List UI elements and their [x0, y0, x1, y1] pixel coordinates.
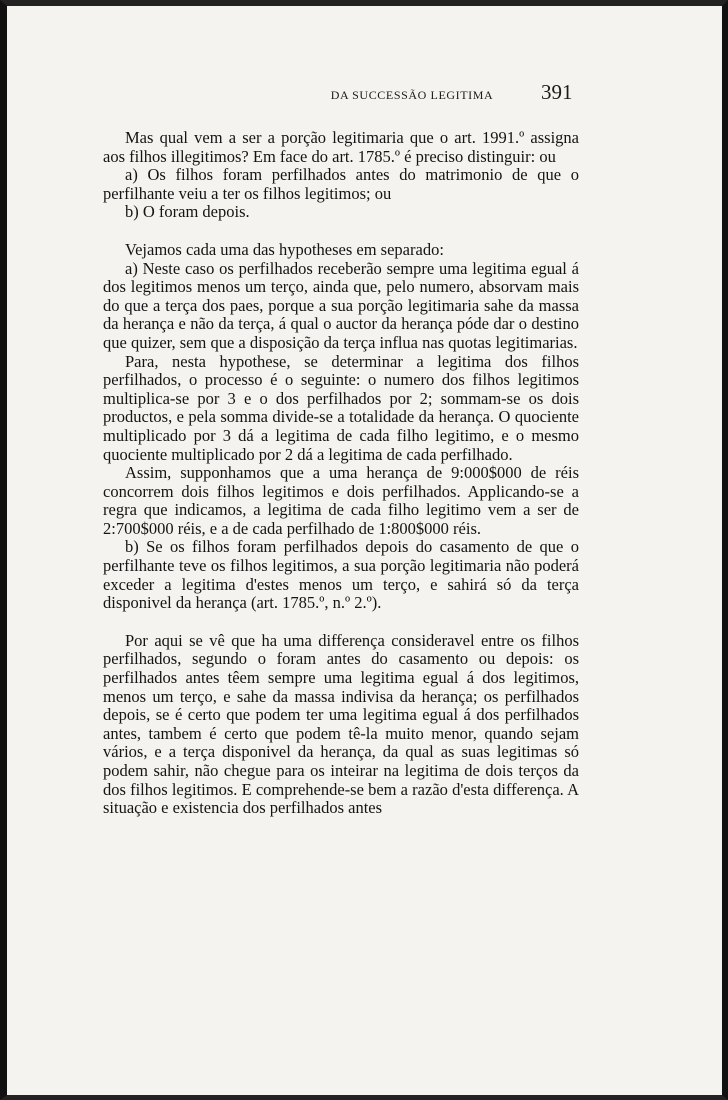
running-title: DA SUCCESSÃO LEGITIMA	[330, 88, 494, 102]
paragraph: Mas qual vem a ser a porção legitimaria que o art. 1991.º assigna aos filhos illegitimos? Em face do art. 1785.º é preciso distinguir: ou	[103, 128, 579, 166]
paragraph: b) O foram depois.	[125, 202, 250, 222]
page-number: 391	[541, 80, 573, 104]
paragraph: a) Os filhos foram perfilhados antes do matrimonio de que o perfilhante veiu a ter os filhos legitimos; ou	[103, 165, 579, 203]
body-text	[103, 129, 579, 818]
paragraph: Assim, supponhamos que a uma herança de 9:000$000 de réis concorrem dois filhos legitimos e dois perfilhados. Applicando-se a regra que indicamos, a legitima de cada filho legitimo vem a ser de 2:700$000 réis, e a de cada perfilhado de 1:800$000 réis.	[103, 463, 579, 538]
paragraph: b) Se os filhos foram perfilhados depois do casamento de que o perfilhante teve os filhos legitimos, a sua porção legitimaria não poderá exceder a legitima d'estes menos um terço, e sahirá só da terça disponivel da herança (art. 1785.º, n.º 2.º).	[103, 537, 579, 613]
paragraph: Vejamos cada uma das hypotheses em separado:	[125, 239, 444, 259]
paragraph: Para, nesta hypothese, se determinar a legitima dos filhos perfilhados, o processo é o seguinte: o numero dos filhos legitimos multiplica-se por 3 e o dos perfilhados por 2; sommam-se os dois productos, e pela somma divide-se a totalidade da herança. O quociente multiplicado por 3 dá a legitima de cada filho legitimo, e o mesmo quociente multiplicado por 2 dá a legitima de cada perfilhado.	[103, 351, 579, 464]
paragraph: a) Neste caso os perfilhados receberão sempre uma legitima egual á dos legitimos menos um terço, ainda que, pelo numero, absorvam mais do que a terça dos paes, porque a sua porção legitimaria sahe da massa da herança e não da terça, á qual o auctor da herança póde dar o destino que quizer, sem que a disposição da terça influa nas quotas legitimarias.	[103, 258, 579, 352]
paragraph: Por aqui se vê que ha uma differença consideravel entre os filhos perfilhados, segundo o foram antes do casamento ou depois: os perfilhados antes têem sempre uma legitima egual á dos legitimos, menos um terço, e sahe da massa indivisa da herança; os perfilhados depois, se é certo que podem ter uma legitima egual á dos perfilhados antes, tambem é certo que podem tê-la muito menor, quando sejam vários, e a terça disponivel da herança, da qual as suas legitimas só podem sahir, não chegue para os inteirar na legitima de dois terços da dos filhos legitimos. E comprehende-se bem a razão d'esta differença. A situação e existencia dos perfilhados antes	[103, 630, 579, 818]
